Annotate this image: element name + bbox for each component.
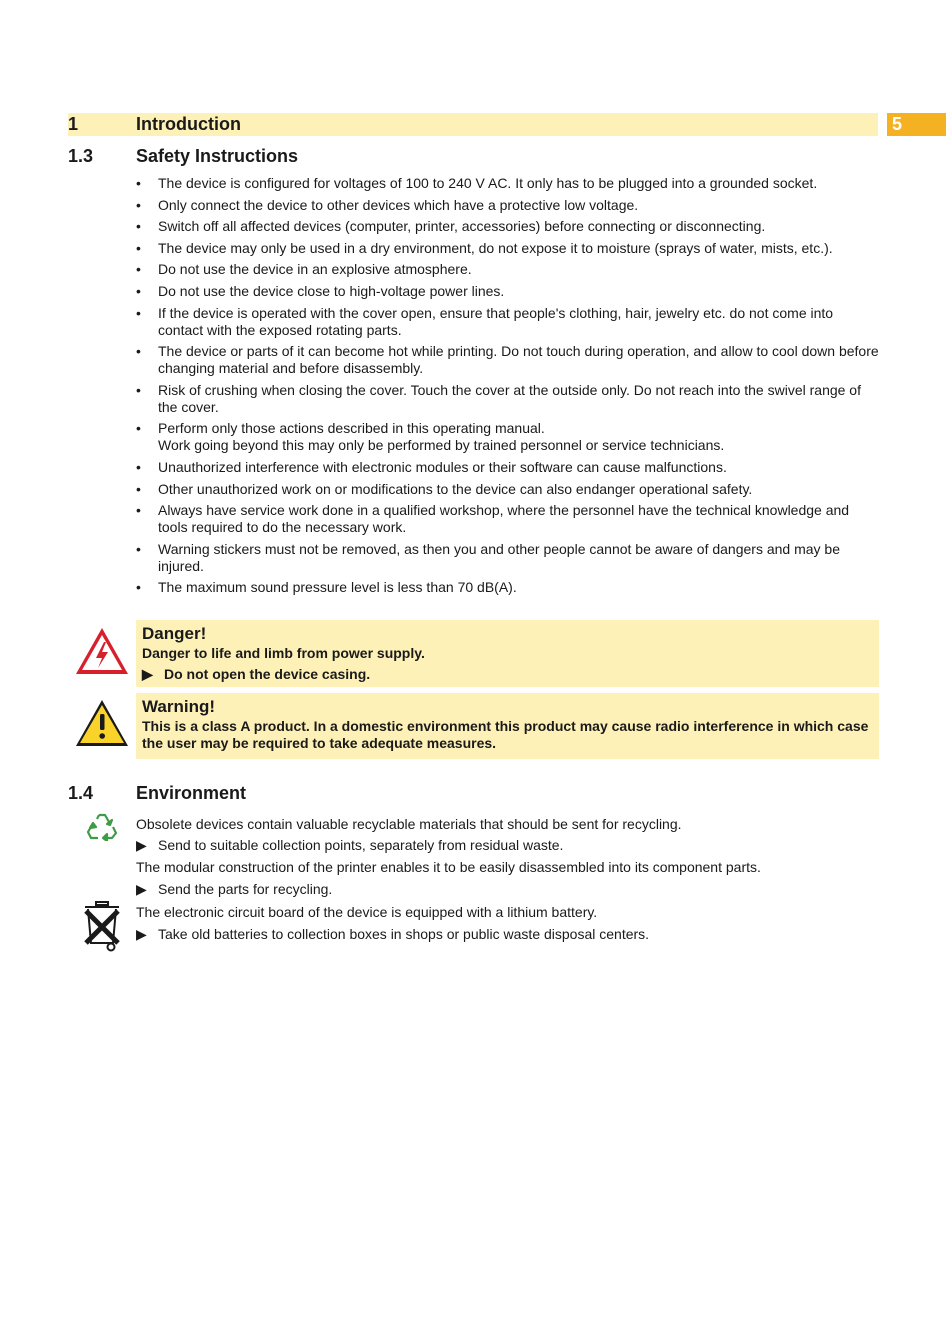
action-arrow-icon: ▶ <box>136 926 147 942</box>
bullet: • <box>136 502 141 519</box>
danger-notice <box>136 620 879 687</box>
chapter-title: Introduction <box>136 114 241 134</box>
danger-text: Danger to life and limb from power supply. <box>142 645 425 661</box>
list-item: • Only connect the device to other devices which have a protective low voltage. <box>136 196 639 213</box>
bullet: • <box>136 304 141 321</box>
list-item: • Unauthorized interference with electronic modules or their software can cause malfunctions. <box>136 458 727 475</box>
bullet: • <box>136 343 141 360</box>
list-item: • Risk of crushing when closing the cover. Touch the cover at the outside only. Do not reach into the swivel range of the cover. <box>136 381 861 415</box>
warning-exclamation-icon <box>74 698 130 748</box>
danger-title: Danger! <box>142 624 207 643</box>
warning-text: This is a class A product. In a domestic environment this product may cause radio interference in which case the user may be required to take adequate measures. <box>142 718 869 751</box>
danger-action: ▶ Do not open the device casing. <box>142 666 371 682</box>
recycling-icon <box>86 811 118 841</box>
list-item: • If the device is operated with the cover open, ensure that people's clothing, hair, jewelry etc. do not come into contact with the exposed rotating parts. <box>136 304 834 338</box>
list-item: • Do not use the device close to high-voltage power lines. <box>136 282 505 299</box>
environment-text: The electronic circuit board of the device is equipped with a lithium battery. <box>136 904 598 920</box>
list-item: • Perform only those actions described in this operating manual. Work going beyond this may only be performed by trained personnel or service technicians. <box>136 420 725 454</box>
bullet: • <box>136 480 141 497</box>
action-arrow-icon: ▶ <box>136 837 147 853</box>
bullet: • <box>136 381 141 398</box>
list-item: • Warning stickers must not be removed, as then you and other people cannot be aware of dangers and may be injured. <box>136 540 840 574</box>
list-item: • Other unauthorized work on or modifications to the device can also endanger operational safety. <box>136 480 753 497</box>
bullet: • <box>136 458 141 475</box>
bullet: • <box>136 579 141 596</box>
safety-instructions-list <box>136 175 881 601</box>
section-title: Environment <box>136 783 247 803</box>
list-item: • Always have service work done in a qualified workshop, where the personnel have the technical knowledge and tools required to do the necessary work. <box>136 502 850 536</box>
bullet: • <box>136 420 141 437</box>
electric-hazard-icon <box>74 626 130 676</box>
list-item: • The device may only be used in a dry environment, do not expose it to moisture (sprays of water, mists, etc.). <box>136 239 833 256</box>
bullet: • <box>136 261 141 278</box>
list-item: • Switch off all affected devices (computer, printer, accessories) before connecting or disconnecting. <box>136 218 766 235</box>
warning-notice <box>136 693 879 759</box>
bullet: • <box>136 239 141 256</box>
environment-action: ▶ Send to suitable collection points, separately from residual waste. <box>136 837 564 853</box>
list-item: • Do not use the device in an explosive atmosphere. <box>136 261 472 278</box>
environment-text: Obsolete devices contain valuable recyclable materials that should be sent for recycling. <box>136 816 682 832</box>
bullet: • <box>136 282 141 299</box>
environment-text: The modular construction of the printer enables it to be easily disassembled into its component parts. <box>136 859 761 875</box>
list-item: • The device is configured for voltages of 100 to 240 V AC. It only has to be plugged into a grounded socket. <box>136 175 818 191</box>
action-arrow-icon: ▶ <box>142 666 153 682</box>
page-number-badge: 5 <box>887 113 946 136</box>
list-item: • The device or parts of it can become hot while printing. Do not touch during operation, and allow to cool down before changing material and before disassembly. <box>136 343 879 377</box>
section-number: 1.4 <box>68 783 94 803</box>
crossed-out-bin-icon <box>80 899 124 953</box>
action-arrow-icon: ▶ <box>136 881 147 897</box>
bullet: • <box>136 175 141 191</box>
bullet: • <box>136 218 141 235</box>
list-item: • The maximum sound pressure level is less than 70 dB(A). <box>136 579 517 596</box>
bullet: • <box>136 196 141 213</box>
section-title: Safety Instructions <box>136 146 299 166</box>
bullet: • <box>136 540 141 557</box>
warning-title: Warning! <box>142 697 216 716</box>
environment-action: ▶ Take old batteries to collection boxes in shops or public waste disposal centers. <box>136 926 650 942</box>
section-number: 1.3 <box>68 146 94 166</box>
environment-action: ▶ Send the parts for recycling. <box>136 881 333 897</box>
chapter-number: 1 <box>68 114 79 134</box>
